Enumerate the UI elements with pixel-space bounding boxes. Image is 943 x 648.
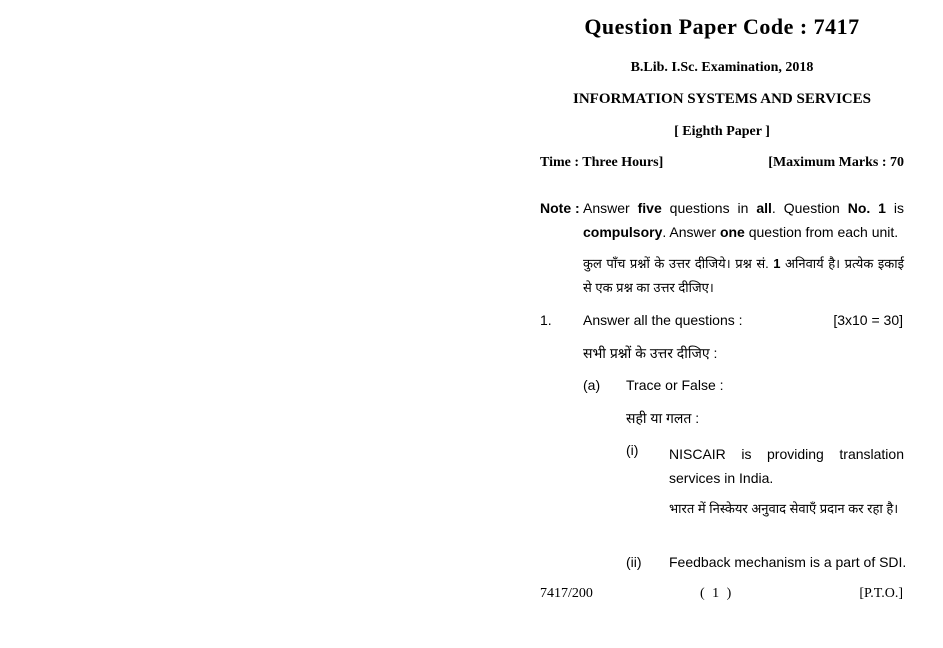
- exam-name: B.Lib. I.Sc. Examination, 2018: [630, 60, 814, 75]
- note-english: Answer five questions in all. Question No. 1 is compulsory. Answer one question from each unit.: [583, 200, 905, 240]
- paper-number: [ Eighth Paper ]: [674, 124, 770, 139]
- page-number: ( 1 ): [700, 586, 734, 601]
- note-hindi: कुल पाँच प्रश्नों के उत्तर दीजिये। प्रश्न सं. 1 अनिवार्य है। प्रत्येक इकाई से एक प्रश्न का उत्तर दीजिए।: [583, 256, 904, 295]
- maximum-marks: [Maximum Marks : 70: [768, 155, 904, 170]
- item-i-hindi: भारत में निस्केयर अनुवाद सेवाएँ प्रदान कर रहा है।: [669, 501, 899, 516]
- footer-code: 7417/200: [540, 586, 593, 601]
- item-ii-label: (ii): [626, 554, 642, 570]
- question-marks: [3x10 = 30]: [833, 312, 903, 328]
- question-number: 1.: [540, 312, 552, 328]
- subject-title: INFORMATION SYSTEMS AND SERVICES: [572, 91, 871, 107]
- note-label: Note :: [540, 200, 580, 216]
- question-hindi: सभी प्रश्नों के उत्तर दीजिए :: [583, 345, 718, 361]
- page-title: Question Paper Code : 7417: [584, 14, 860, 39]
- item-ii-text: Feedback mechanism is a part of SDI.: [669, 554, 907, 570]
- part-a-label: (a): [583, 377, 601, 393]
- item-i-text: NISCAIR is providing translation services in India.: [669, 446, 904, 486]
- time-allowed: Time : Three Hours]: [540, 155, 664, 170]
- part-a-hindi: सही या गलत :: [626, 410, 700, 426]
- pto-marker: [P.T.O.]: [859, 586, 903, 601]
- question-text: Answer all the questions :: [583, 312, 743, 328]
- item-i-label: (i): [626, 442, 639, 458]
- part-a-text: Trace or False :: [626, 377, 724, 393]
